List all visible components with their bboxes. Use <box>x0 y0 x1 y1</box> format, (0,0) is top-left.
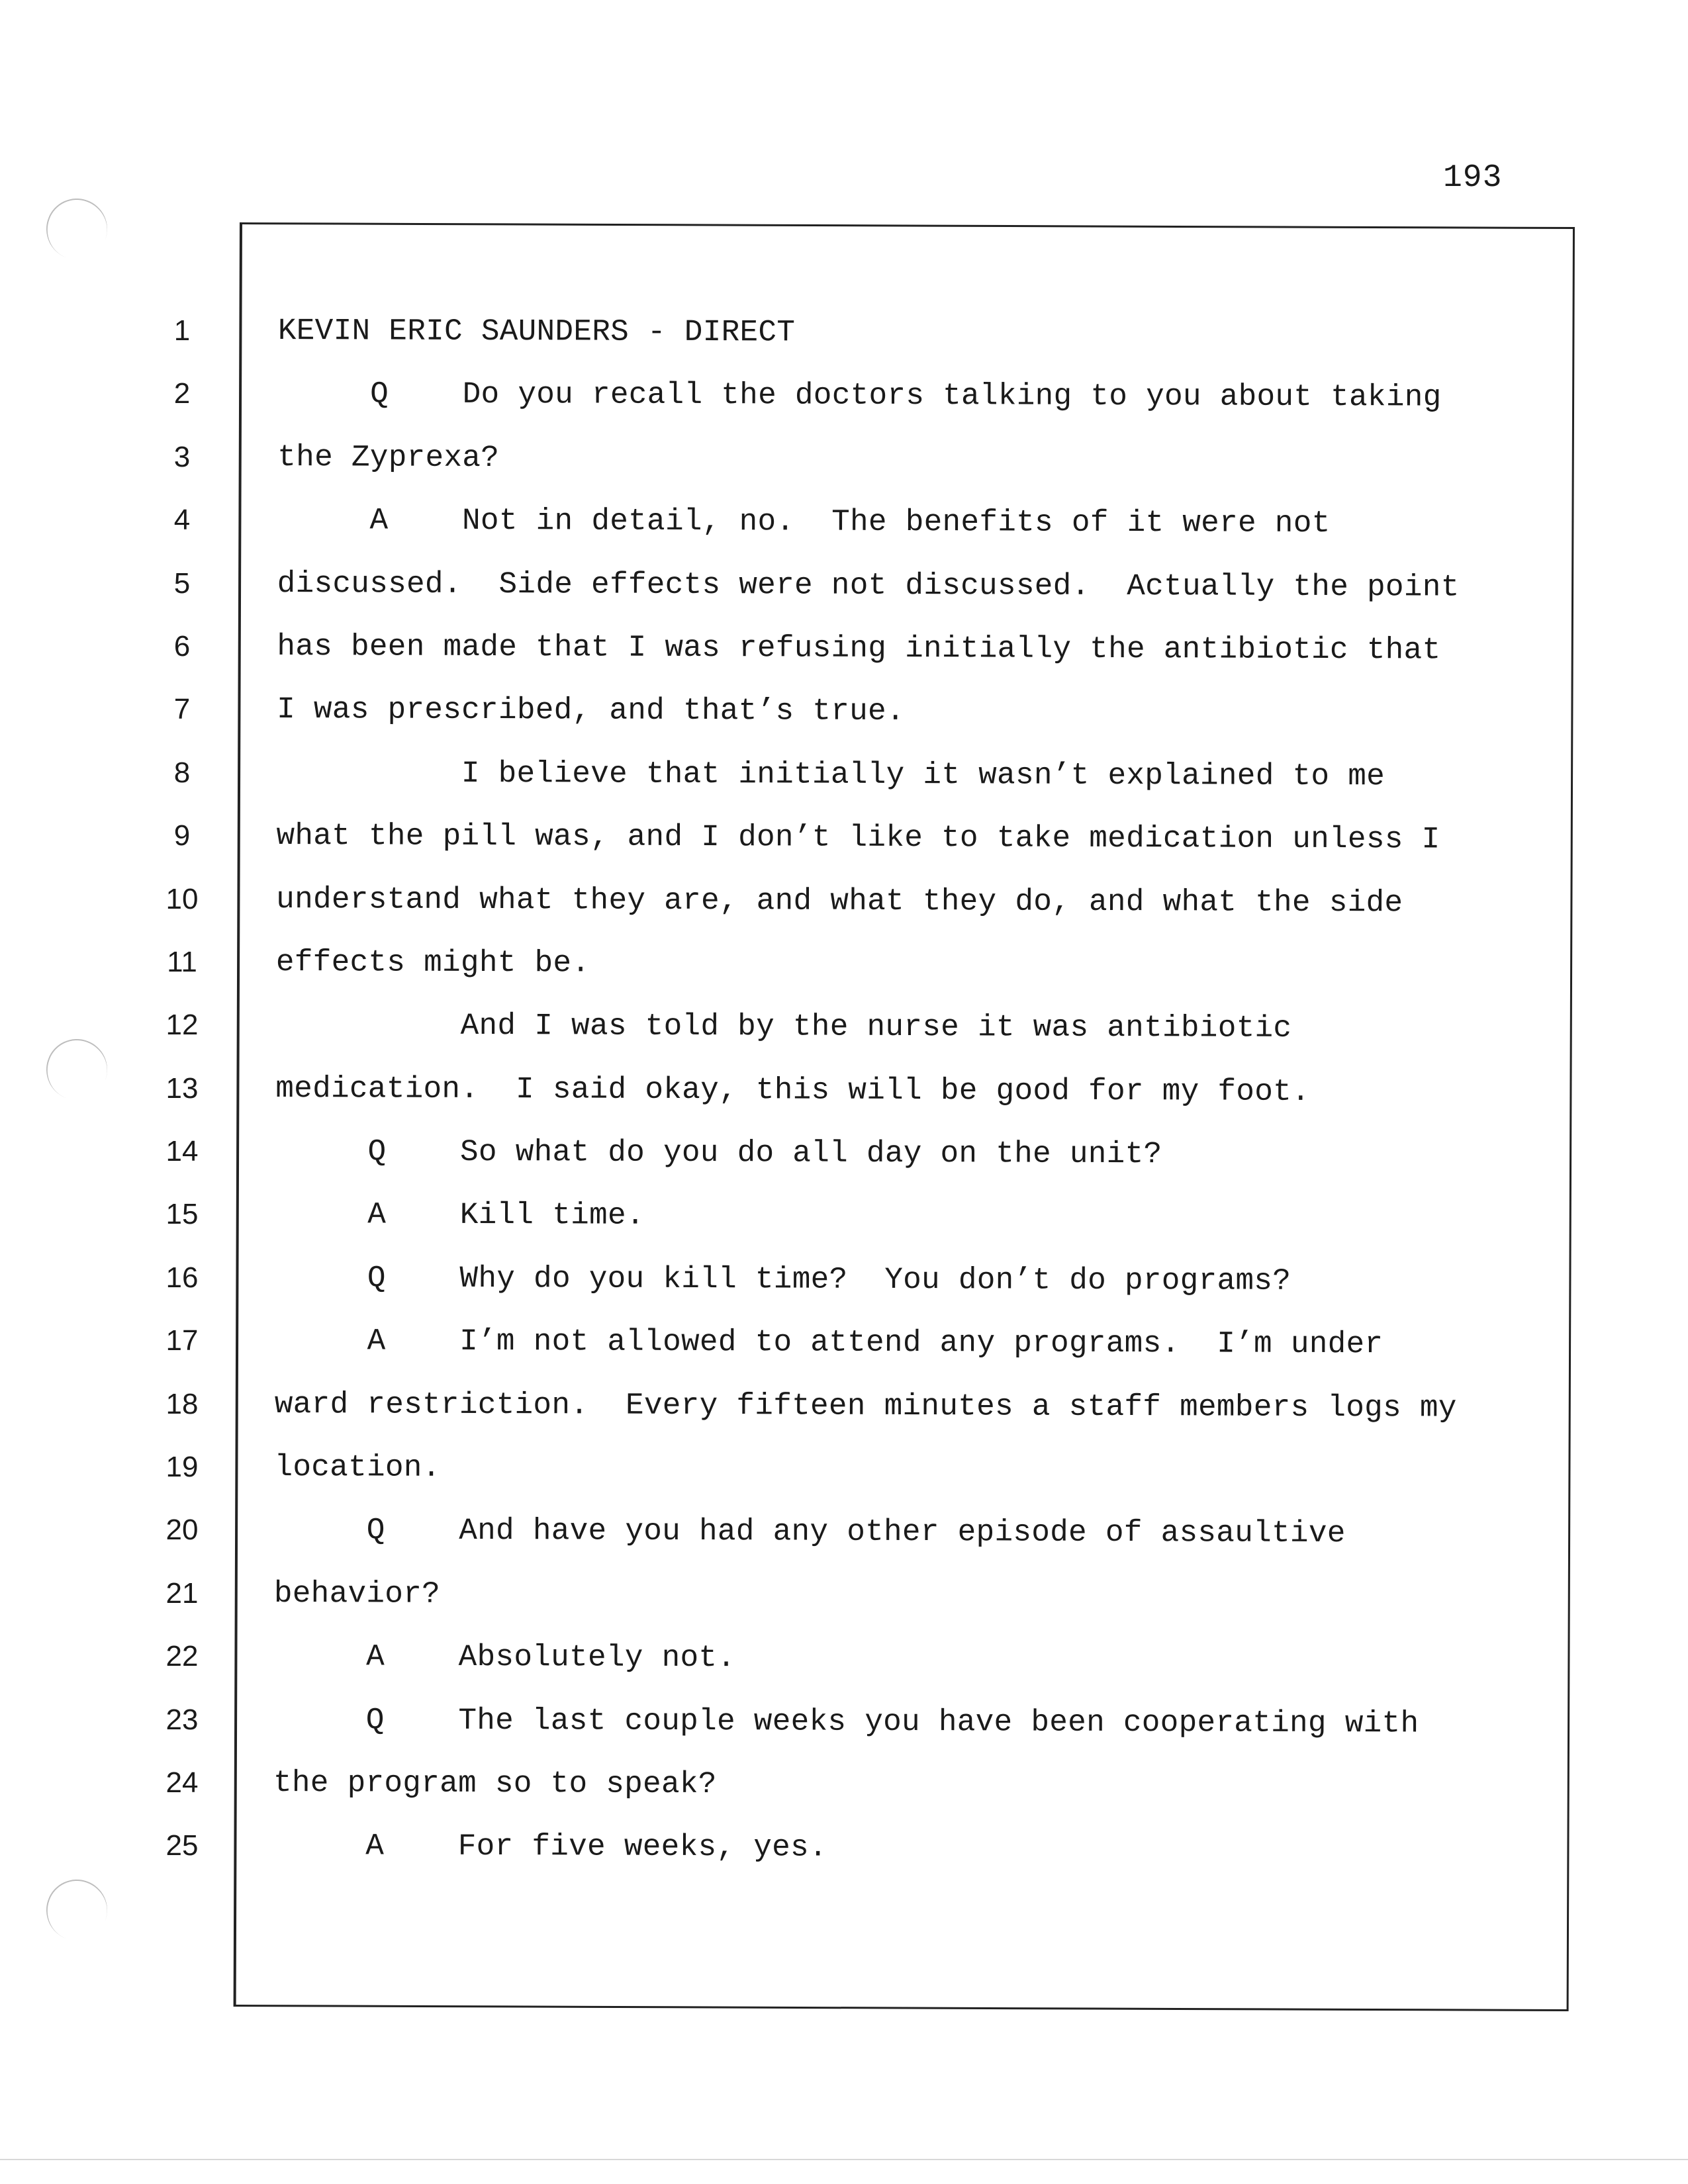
line-number: 25 <box>165 1829 199 1862</box>
transcript-line: behavior? <box>273 1576 441 1612</box>
line-number: 20 <box>165 1514 199 1547</box>
transcript-line: Q And have you had any other episode of assaultive <box>274 1513 1346 1551</box>
line-number: 21 <box>165 1576 199 1610</box>
transcript-line: A Not in detail, no. The benefits of it were not <box>277 503 1331 541</box>
line-number: 18 <box>165 1387 199 1420</box>
line-number: 22 <box>165 1640 199 1673</box>
line-number: 4 <box>173 504 191 537</box>
line-number: 11 <box>167 945 197 978</box>
transcript-line: A For five weeks, yes. <box>273 1829 827 1865</box>
transcript-line: what the pill was, and I don’t like to take medication unless I <box>276 819 1440 857</box>
line-number: 16 <box>165 1261 199 1294</box>
line-number: 14 <box>165 1135 199 1168</box>
transcript-line: Q The last couple weeks you have been cooperating with <box>273 1702 1419 1741</box>
line-number: 19 <box>165 1451 199 1484</box>
line-number: 24 <box>165 1766 199 1799</box>
transcript-line: medication. I said okay, this will be good for my foot. <box>275 1071 1311 1109</box>
transcript-line: the program so to speak? <box>273 1765 717 1802</box>
binder-hole-top <box>38 190 116 268</box>
transcript-line: effects might be. <box>275 944 590 981</box>
page-number: 193 <box>1443 160 1503 196</box>
transcript-line: A I’m not allowed to attend any programs. I’m under <box>275 1324 1383 1362</box>
transcript-line: A Kill time. <box>275 1197 645 1234</box>
transcript-line: I was prescribed, and that’s true. <box>277 692 905 729</box>
transcript-line: the Zyprexa? <box>277 439 500 475</box>
line-number: 8 <box>173 756 191 789</box>
line-number: 15 <box>165 1198 199 1231</box>
scan-edge <box>0 2159 1688 2160</box>
line-number: 7 <box>173 693 191 726</box>
line-number: 2 <box>173 377 191 410</box>
line-number: 12 <box>165 1009 199 1042</box>
line-number: 5 <box>173 567 191 600</box>
line-number: 10 <box>165 882 199 915</box>
transcript-line: location. <box>274 1450 441 1485</box>
transcript-text <box>273 311 1562 1893</box>
transcript-line: A Absolutely not. <box>273 1639 736 1676</box>
line-number: 1 <box>173 314 191 347</box>
transcript-line: I believe that initially it wasn’t explained to me <box>276 755 1385 794</box>
binder-hole-middle <box>38 1030 116 1109</box>
binder-hole-bottom <box>38 1871 116 1949</box>
line-number-column <box>132 311 232 1889</box>
transcript-line: discussed. Side effects were not discussed. Actually the point <box>277 566 1460 605</box>
line-number: 9 <box>173 819 191 852</box>
line-number: 23 <box>165 1703 199 1736</box>
line-number: 17 <box>165 1324 199 1357</box>
line-number: 13 <box>165 1071 199 1105</box>
transcript-line: ward restriction. Every fifteen minutes a staff members logs my <box>274 1387 1457 1426</box>
transcript-line: has been made that I was refusing initially the antibiotic that <box>277 629 1441 668</box>
transcript-line: understand what they are, and what they do, and what the side <box>276 882 1403 920</box>
transcript-line: KEVIN ERIC SAUNDERS - DIRECT <box>277 313 796 350</box>
line-number: 6 <box>173 629 191 662</box>
transcript-line: Q So what do you do all day on the unit? <box>275 1134 1162 1172</box>
transcript-line: Q Why do you kill time? You don’t do programs? <box>275 1260 1291 1298</box>
transcript-line: Q Do you recall the doctors talking to you about taking <box>277 377 1442 415</box>
transcript-line: And I was told by the nurse it was antibiotic <box>275 1008 1292 1046</box>
line-number: 3 <box>173 440 191 473</box>
